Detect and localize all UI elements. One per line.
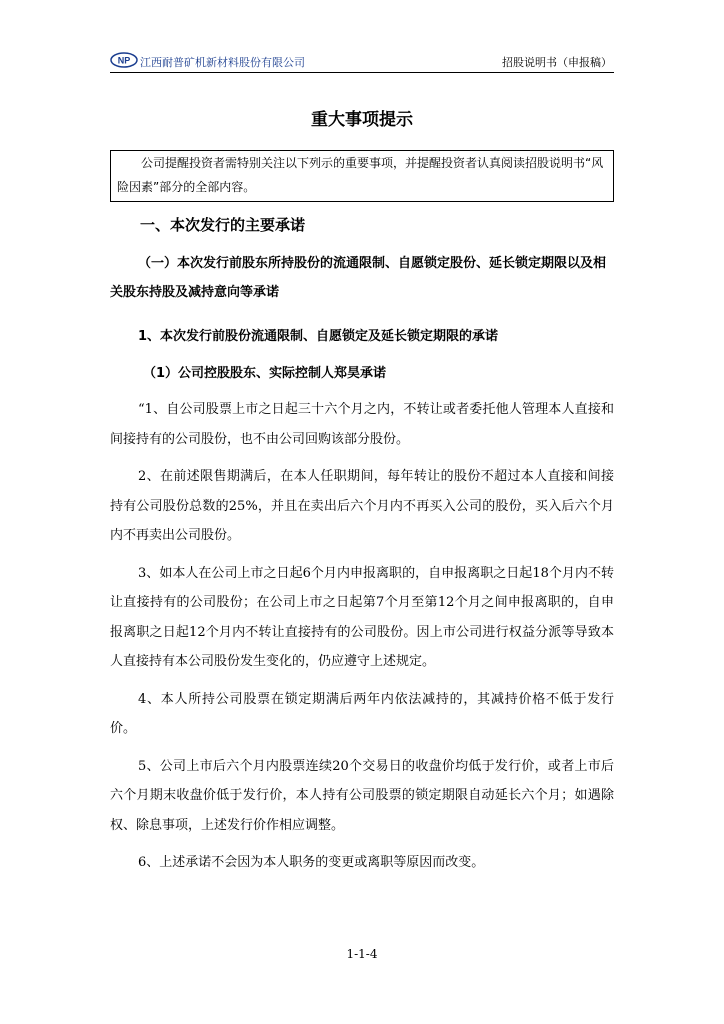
item-heading: 1、本次发行前股份流通限制、自愿锁定及延长锁定期限的承诺	[138, 329, 499, 344]
paragraph: 3、如本人在公司上市之日起6个月内申报离职的，自申报离职之日起18个月内不转让直接持有的公司股份；在公司上市之日起第7个月至第12个月之间申报离职的，自申报离职之日起12个月内不转让直接持有的公司股份。因上市公司进行权益分派等导致本人直接持有本公司股份发生变化的，仍应遵守上述规定。	[110, 565, 614, 669]
notice-box: 公司提醒投资者需特别关注以下列示的重要事项，并提醒投资者认真阅读招股说明书“风险因素”部分的全部内容。	[110, 150, 614, 202]
paragraph: 6、上述承诺不会因为本人职务的变更或离职等原因而改变。	[138, 855, 485, 870]
company-logo-icon	[110, 52, 138, 68]
logo-text: NP	[117, 55, 131, 66]
page-number: 1-1-4	[346, 947, 378, 961]
paragraph: 5、公司上市后六个月内股票连续20个交易日的收盘价均低于发行价，或者上市后六个月期末收盘价低于发行价，本人持有公司股票的锁定期限自动延长六个月；如遇除权、除息事项，上述发行价作相应调整。	[110, 758, 614, 833]
company-name: 江西耐普矿机新材料股份有限公司	[140, 56, 305, 69]
sub-item-heading: （1）公司控股股东、实际控制人郑昊承诺	[143, 366, 387, 381]
subsection-heading: （一）本次发行前股东所持股份的流通限制、自愿锁定股份、延长锁定期限以及相关股东持股及减持意向等承诺	[110, 256, 607, 300]
page-title: 重大事项提示	[311, 110, 413, 130]
paragraph: 2、在前述限售期满后，在本人任职期间，每年转让的股份不超过本人直接和间接持有公司股份总数的25%，并且在卖出后六个月内不再买入公司的股份，买入后六个月内不再卖出公司股份。	[110, 469, 614, 543]
section-heading: 一、本次发行的主要承诺	[140, 216, 306, 234]
commitment-text	[110, 395, 614, 886]
paragraph: “1、自公司股票上市之日起三十六个月之内，不转让或者委托他人管理本人直接和间接持有的公司股份，也不由公司回购该部分股份。	[110, 402, 614, 447]
document-type: 招股说明书（申报稿）	[502, 56, 612, 69]
paragraph: 4、本人所持公司股票在锁定期满后两年内依法减持的，其减持价格不低于发行价。	[110, 691, 614, 736]
page-header	[110, 50, 614, 73]
